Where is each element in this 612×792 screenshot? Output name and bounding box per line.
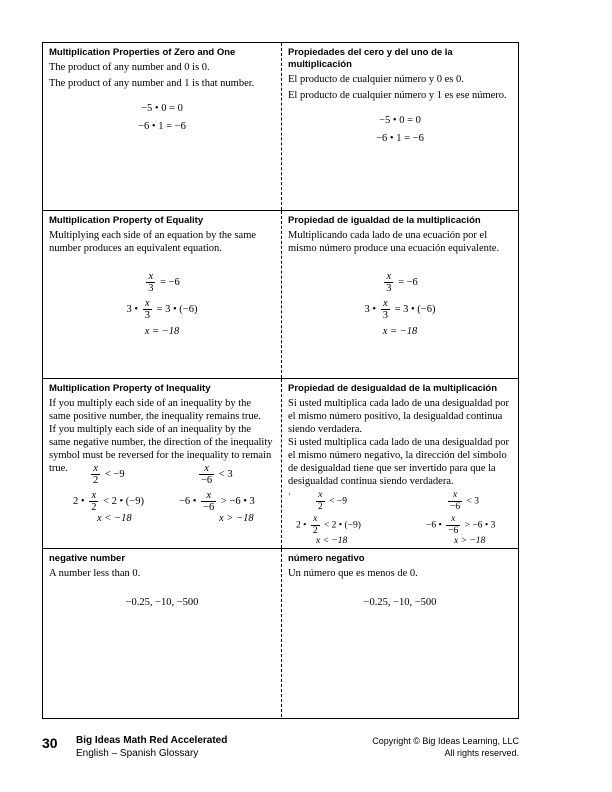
glossary-row: [43, 379, 518, 549]
english-card: [43, 379, 281, 548]
example-equation: −5 • 0 = 0: [141, 103, 183, 114]
definition-text: Multiplying each side of an equation by the same number produces an equivalent equation.: [49, 230, 257, 254]
term-heading: Propiedades del cero y del uno de la multiplicación: [288, 47, 453, 70]
copyright-text: Copyright © Big Ideas Learning, LLC: [372, 736, 519, 746]
example-inequalities: · $\frac{x}{2}$ < −9 2 • $\frac{x}{2}$ < 2 • (−9) x < −18 $\frac{x}{-6}$ < 3 −6 • $\frac{x}{-6}$ > −6 • 3 x > −18: [288, 490, 496, 546]
glossary-grid: [42, 42, 519, 719]
english-card: [43, 43, 281, 210]
spanish-card: [281, 211, 518, 378]
example-equation: x = −18: [144, 326, 180, 337]
definition-text: A number less than 0.: [49, 568, 141, 579]
term-heading: Propiedad de desigualdad de la multiplicación: [288, 383, 498, 394]
definition-text: Multiplicando cada lado de una ecuación por el mismo número produce una ecuación equivalente.: [288, 230, 500, 254]
term-heading: Multiplication Properties of Zero and One: [49, 47, 236, 58]
example-equation: $\frac{x}{3}$ = −6: [386, 271, 418, 294]
example-equation: 3 • $\frac{x}{3}$ = 3 • (−6): [126, 298, 198, 321]
term-heading: Propiedad de igualdad de la multiplicación: [288, 215, 481, 226]
definition-text: Un número que es menos de 0.: [288, 568, 418, 579]
glossary-row: [43, 549, 518, 717]
example-equation: −5 • 0 = 0: [379, 115, 421, 126]
term-heading: Multiplication Property of Inequality: [49, 383, 211, 394]
example-list: −0.25, −10, −500: [363, 597, 437, 608]
book-title: Big Ideas Math Red Accelerated: [76, 735, 228, 746]
spanish-card: [281, 549, 518, 717]
glossary-row: [43, 43, 518, 211]
glossary-row: [43, 211, 518, 379]
glossary-title: English – Spanish Glossary: [76, 748, 199, 759]
example-equation: $\frac{x}{3}$ = −6: [148, 271, 180, 294]
spanish-card: [281, 379, 518, 548]
example-equation: 3 • $\frac{x}{3}$ = 3 • (−6): [364, 298, 436, 321]
definition-text: The product of any number and 0 is 0.: [49, 62, 210, 73]
example-equation: −6 • 1 = −6: [138, 121, 186, 132]
rights-text: All rights reserved.: [444, 748, 519, 758]
definition-text: Si usted multiplica cada lado de una desigualdad por el mismo número positivo, la desigualdad continua siendo verdadera.: [288, 398, 510, 435]
example-inequalities: $\frac{x}{2}$ < −9 2 • $\frac{x}{2}$ < 2 • (−9) x < −18 $\frac{x}{-6}$ < 3 −6 • $\frac{x}{-6}$ > −6 • 3 x > −18: [73, 463, 255, 524]
spanish-card: [281, 43, 518, 210]
english-card: [43, 211, 281, 378]
english-card: [43, 549, 281, 717]
example-equation: −6 • 1 = −6: [376, 133, 424, 144]
page-footer: [42, 733, 519, 773]
example-list: −0.25, −10, −500: [125, 597, 199, 608]
page-number: 30: [42, 735, 58, 751]
definition-text: El producto de cualquier número y 0 es 0.: [288, 74, 464, 85]
definition-text: If you multiply each side of an inequality by the same positive number, the inequality remains true.: [49, 398, 261, 422]
definition-text: El producto de cualquier número y 1 es ese número.: [288, 90, 507, 101]
definition-text: Si usted multiplica cada lado de una desigualdad por el mismo número negativo, la dirección del símbolo de desigualdad tiene que ser invertido para que la desigualdad continua siendo verdadera.: [288, 437, 510, 487]
term-heading: negative number: [49, 553, 126, 564]
term-heading: Multiplication Property of Equality: [49, 215, 204, 226]
definition-text: If you multiply each side of an inequality by the same negative number, the direction of the inequality symbol must be reversed for the inequality to remain true.: [49, 424, 273, 474]
definition-text: The product of any number and 1 is that number.: [49, 78, 255, 89]
example-equation: x = −18: [382, 326, 418, 337]
term-heading: número negativo: [288, 553, 365, 564]
